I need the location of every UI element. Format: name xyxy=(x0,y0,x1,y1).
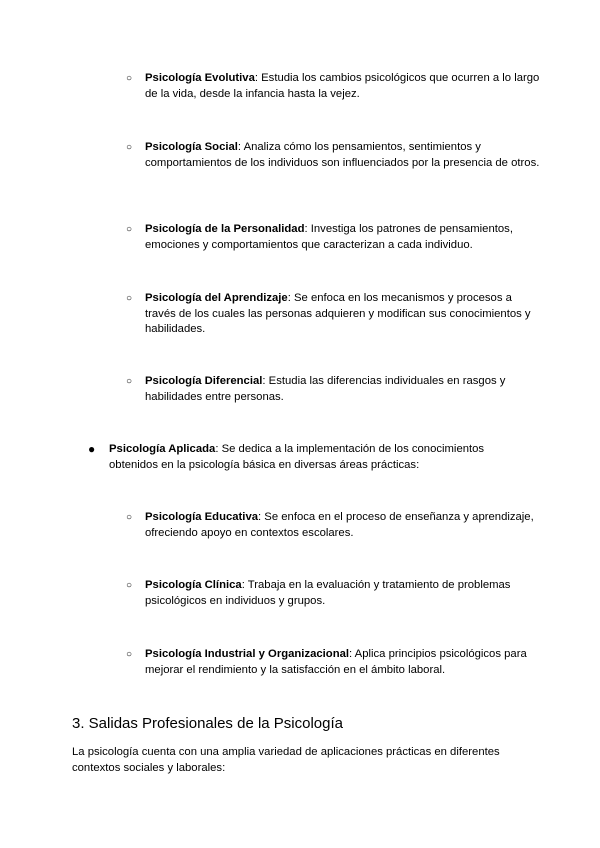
list-item-text: : Aplica principios psicológicos para mejorar el rendimiento y la satisfacción en el ámbito laboral. xyxy=(145,648,527,676)
list-item xyxy=(126,222,540,253)
list-item-text: : Trabaja en la evaluación y tratamiento de problemas psicológicos en individuos y grupos. xyxy=(145,579,511,607)
list-item-title: Psicología Social xyxy=(145,141,238,153)
list-item-text: : Investiga los patrones de pensamientos, emociones y comportamientos que caracterizan a cada individuo. xyxy=(145,223,513,251)
list-item-title: Psicología Aplicada xyxy=(109,443,216,455)
list-item-title: Psicología Clínica xyxy=(145,579,242,591)
list-item xyxy=(126,140,540,171)
list-item xyxy=(126,647,540,678)
hollow-bullet-icon: ○ xyxy=(126,512,133,523)
list-item-title: Psicología Evolutiva xyxy=(145,72,255,84)
filled-bullet-icon: ● xyxy=(88,442,96,456)
hollow-bullet-icon: ○ xyxy=(126,376,133,387)
hollow-bullet-icon: ○ xyxy=(126,224,133,235)
hollow-bullet-icon: ○ xyxy=(126,142,133,153)
hollow-bullet-icon: ○ xyxy=(126,73,133,84)
list-item xyxy=(126,374,540,405)
list-item-text: : Estudia las diferencias individuales en rasgos y habilidades entre personas. xyxy=(145,375,506,403)
hollow-bullet-icon: ○ xyxy=(126,649,133,660)
list-item-title: Psicología de la Personalidad xyxy=(145,223,305,235)
list-item-text: : Analiza cómo los pensamientos, sentimientos y comportamientos de los individuos son influenciados por la presencia de otros. xyxy=(145,141,540,169)
list-item xyxy=(126,578,540,609)
list-item-text: : Se dedica a la implementación de los conocimientos obtenidos en la psicología básica en diversas áreas prácticas: xyxy=(109,443,485,471)
hollow-bullet-icon: ○ xyxy=(126,580,133,591)
list-item-title: Psicología Educativa xyxy=(145,511,259,523)
list-item xyxy=(126,291,540,338)
list-item-title: Psicología Industrial y Organizacional xyxy=(145,648,350,660)
section-paragraph: La psicología cuenta con una amplia variedad de aplicaciones prácticas en diferentes contextos sociales y laborales: xyxy=(72,746,500,774)
list-item-text: : Estudia los cambios psicológicos que ocurren a lo largo de la vida, desde la infancia hasta la vejez. xyxy=(145,72,540,100)
list-item-text: : Se enfoca en los mecanismos y procesos a través de los cuales las personas adquieren y modifican sus conocimientos y habilidades. xyxy=(145,292,531,335)
list-item-applied xyxy=(88,442,529,473)
hollow-bullet-icon: ○ xyxy=(126,293,133,304)
list-item-text: : Se enfoca en el proceso de enseñanza y aprendizaje, ofreciendo apoyo en contextos escolares. xyxy=(145,511,534,539)
list-item xyxy=(126,71,540,102)
list-item xyxy=(126,510,540,541)
section-heading: 3. Salidas Profesionales de la Psicología xyxy=(72,715,343,732)
list-item-title: Psicología del Aprendizaje xyxy=(145,292,288,304)
list-item-title: Psicología Diferencial xyxy=(145,375,263,387)
